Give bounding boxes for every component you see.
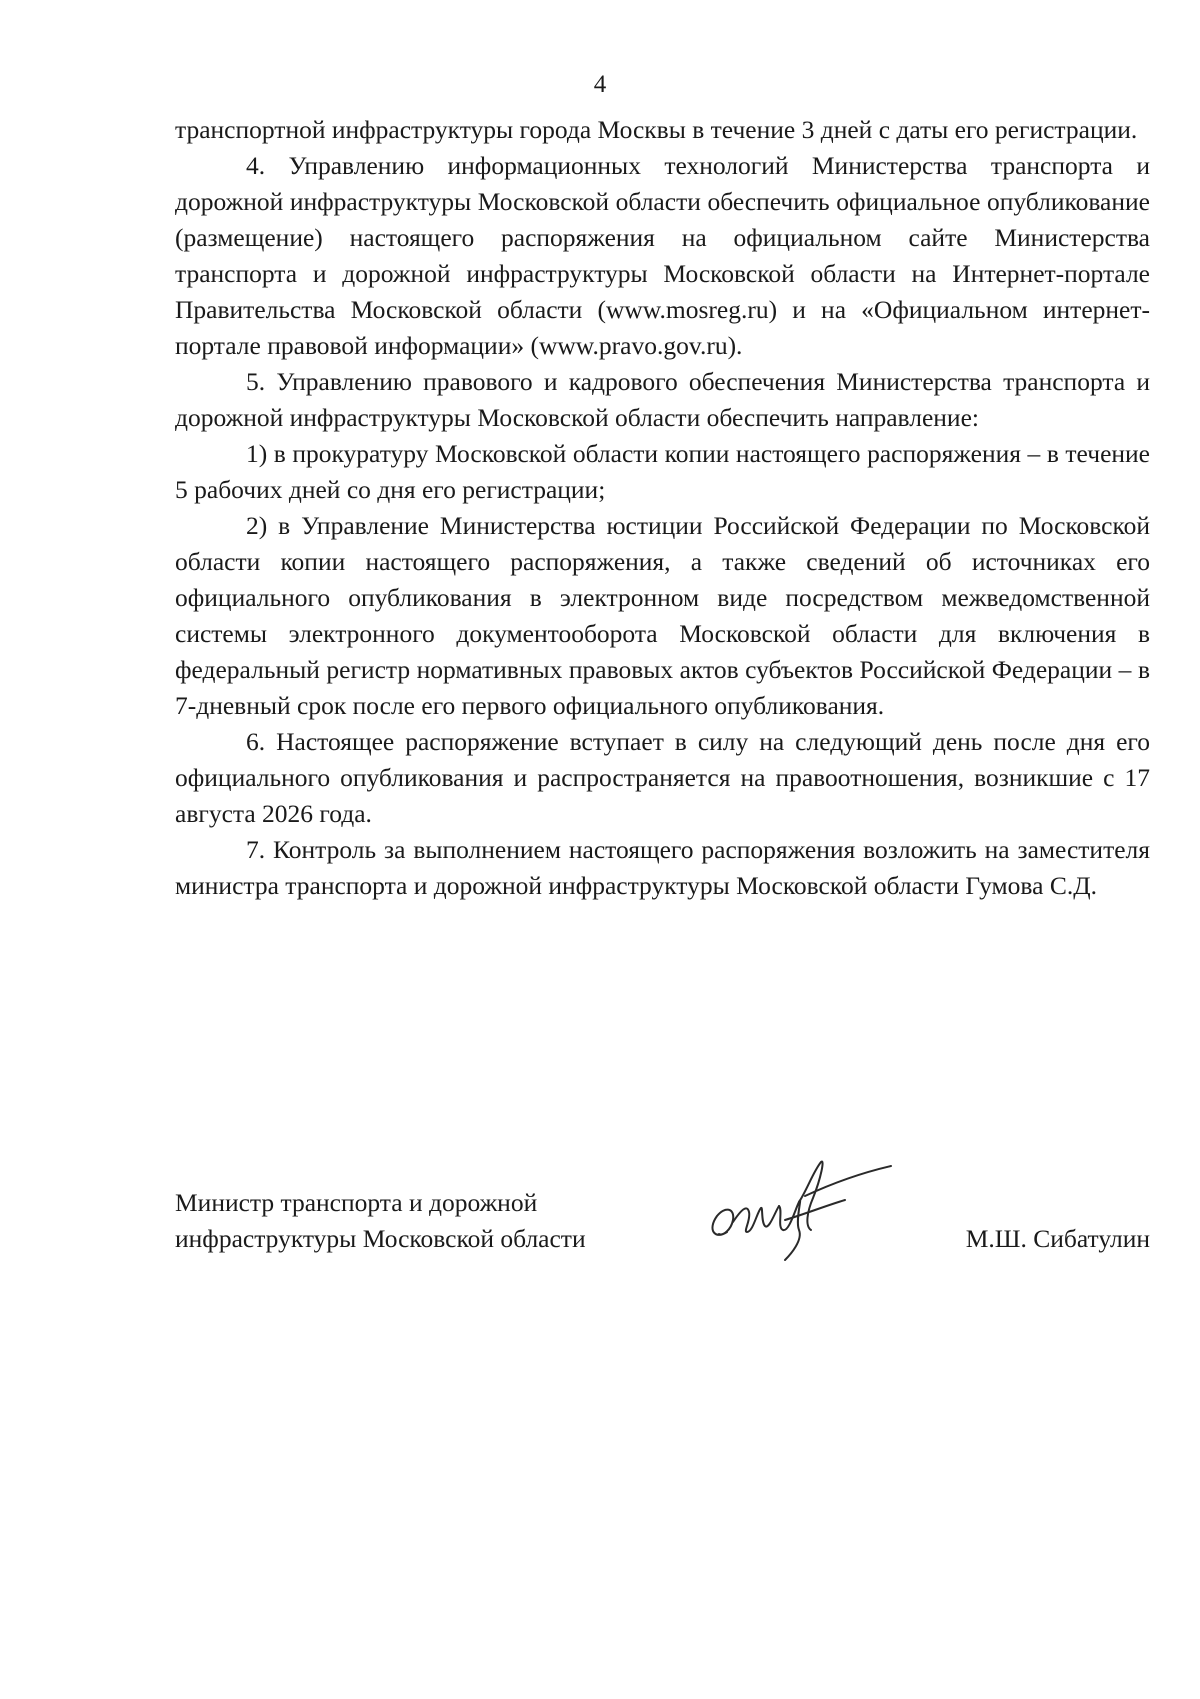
document-body	[175, 112, 1150, 904]
paragraph-item-6: 6. Настоящее распоряжение вступает в силу на следующий день после дня его официального опубликования и распространяется на правоотношения, возникшие с 17 августа 2026 года.	[175, 727, 1150, 828]
paragraph-item-5-1: 1) в прокуратуру Московской области копии настоящего распоряжения – в течение 5 рабочих дней со дня его регистрации;	[175, 439, 1150, 504]
paragraph-item-5: 5. Управлению правового и кадрового обеспечения Министерства транспорта и дорожной инфраструктуры Московской области обеспечить направление:	[175, 367, 1150, 432]
handwritten-signature	[695, 1150, 895, 1270]
signatory-position-line-2: инфраструктуры Московской области	[175, 1224, 586, 1253]
signatory-position	[175, 1185, 586, 1257]
page-number: 4	[593, 71, 607, 98]
signatory-name: М.Ш. Сибатулин	[965, 1224, 1150, 1253]
signatory-position-line-1: Министр транспорта и дорожной	[175, 1188, 538, 1217]
signature-block	[175, 1185, 1150, 1295]
paragraph-item-7: 7. Контроль за выполнением настоящего распоряжения возложить на заместителя министра транспорта и дорожной инфраструктуры Московской области Гумова С.Д.	[175, 835, 1150, 900]
paragraph-item-4: 4. Управлению информационных технологий Министерства транспорта и дорожной инфраструктуры Московской области обеспечить официальное опубликование (размещение) настоящего распоряжения на официальном сайте Министерства транспорта и дорожной инфраструктуры Московской области на Интернет-портале Правительства Московской области (www.mosreg.ru) и на «Официальном интернет-портале правовой информации» (www.pravo.gov.ru).	[175, 151, 1150, 360]
paragraph-item-5-2: 2) в Управление Министерства юстиции Российской Федерации по Московской области копии настоящего распоряжения, а также сведений об источниках его официального опубликования в электронном виде посредством межведомственной системы электронного документооборота Московской области для включения в федеральный регистр нормативных правовых актов субъектов Российской Федерации – в 7-дневный срок после его первого официального опубликования.	[175, 511, 1150, 720]
paragraph-continuation: транспортной инфраструктуры города Москвы в течение 3 дней с даты его регистрации.	[175, 115, 1138, 144]
